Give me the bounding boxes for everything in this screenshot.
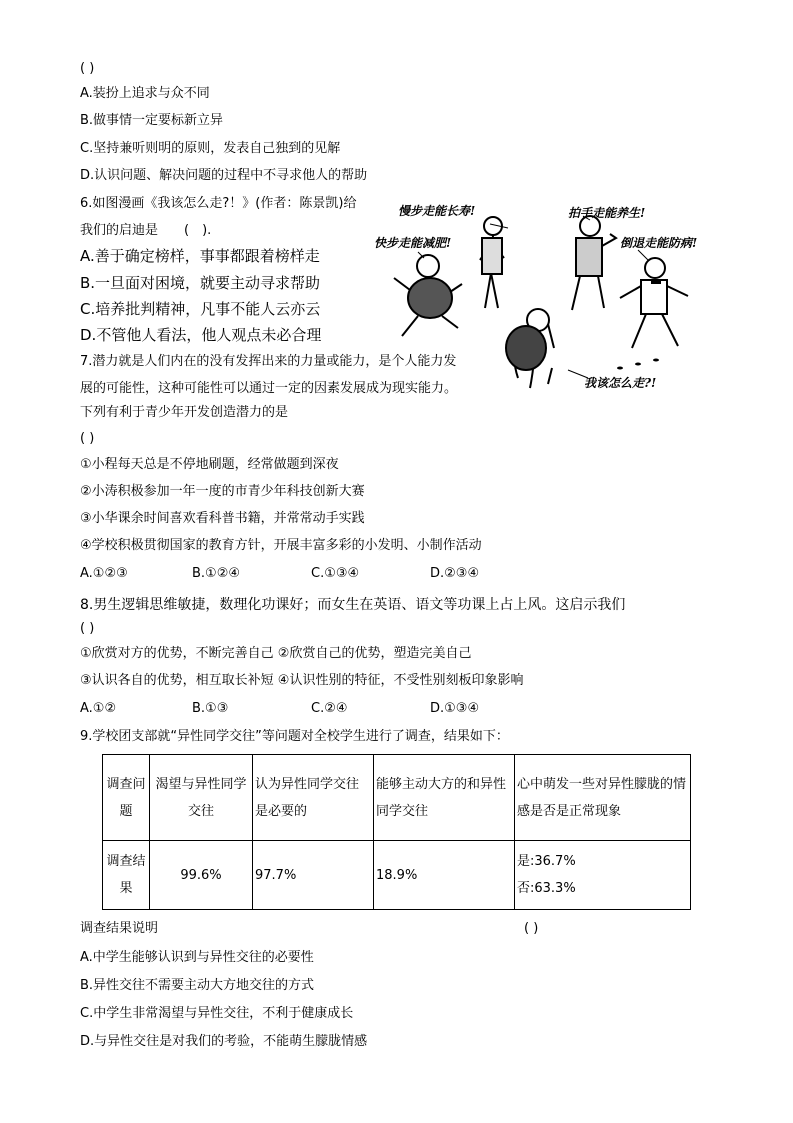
- q8-option-c: C.②④: [311, 701, 348, 716]
- q9-option-b: B.异性交往不需要主动大方地交往的方式: [80, 978, 315, 993]
- table-cell: 调查结果: [103, 841, 150, 910]
- table-cell-no: 否:63.3%: [517, 881, 576, 896]
- q8-option-a: A.①②: [80, 701, 117, 716]
- q9-result-label: 调查结果说明: [80, 921, 159, 936]
- table-cell: 99.6%: [150, 841, 253, 910]
- q7-option-c: C.①③④: [311, 566, 360, 581]
- q5-option-c: C.坚持兼听则明的原则，发表自己独到的见解: [80, 141, 341, 156]
- q7-stem-line1: 7.潜力就是人们内在的没有发挥出来的力量或能力，是个人能力发: [80, 354, 457, 369]
- q7-stem-line2: 展的可能性，这种可能性可以通过一定的因素发展成为现实能力。: [80, 381, 458, 396]
- q7-item-3: ③小华课余时间喜欢看科普书籍，并常常动手实践: [80, 511, 365, 526]
- q8-items-3-4: ③认识各自的优势，相互取长补短 ④认识性别的特征，不受性别刻板印象影响: [80, 673, 524, 688]
- q7-item-2: ②小涛积极参加一年一度的市青少年科技创新大赛: [80, 484, 365, 499]
- q6-option-c: C.培养批判精神，凡事不能人云亦云: [80, 300, 321, 318]
- q5-option-b: B.做事情一定要标新立异: [80, 113, 224, 128]
- q5-option-d: D.认识问题、解决问题的过程中不寻求他人的帮助: [80, 168, 368, 183]
- table-header-cell: 认为异性同学交往是必要的: [253, 755, 374, 841]
- table-cell: [515, 841, 691, 910]
- cartoon-caption-confused: 我该怎么走?!: [584, 376, 657, 390]
- q6-stem-line1: 6.如图漫画《我该怎么走?！》(作者：陈景凯)给: [80, 196, 357, 211]
- q7-item-4: ④学校积极贯彻国家的教育方针，开展丰富多彩的小发明、小制作活动: [80, 538, 482, 553]
- q6-option-a: A.善于确定榜样，事事都跟着榜样走: [80, 247, 320, 265]
- q6-option-d: D.不管他人看法，他人观点未必合理: [80, 326, 322, 344]
- table-cell: 97.7%: [253, 841, 374, 910]
- table-cell-yes: 是:36.7%: [517, 854, 576, 869]
- cartoon-caption-backward: 倒退走能防病!: [620, 236, 698, 250]
- q8-answer-paren: ( ): [80, 621, 95, 636]
- table-header-cell: 渴望与异性同学交往: [150, 755, 253, 841]
- q5-option-a: A.装扮上追求与众不同: [80, 86, 210, 101]
- table-header-cell: 调查问题: [103, 755, 150, 841]
- q9-answer-paren: ( ): [524, 921, 539, 936]
- cartoon-caption-clap: 拍手走能养生!: [568, 206, 646, 220]
- q7-stem-line3: 下列有利于青少年开发创造潜力的是: [80, 405, 289, 420]
- q9-stem: 9.学校团支部就“异性同学交往”等问题对全校学生进行了调查，结果如下：: [80, 729, 509, 744]
- cartoon-caption-fast: 快步走能减肥!: [374, 236, 452, 250]
- q6-stem-line2: 我们的启迪是 ( ).: [80, 223, 212, 238]
- q7-answer-paren: ( ): [80, 431, 95, 446]
- q9-option-a: A.中学生能够认识到与异性交往的必要性: [80, 950, 314, 965]
- q7-option-a: A.①②③: [80, 566, 128, 581]
- cartoon-caption-slow: 慢步走能长寿!: [398, 204, 476, 218]
- q7-option-d: D.②③④: [430, 566, 480, 581]
- q8-items-1-2: ①欣赏对方的优势，不断完善自己 ②欣赏自己的优势，塑造完美自己: [80, 646, 472, 661]
- table-header-row: [103, 755, 691, 841]
- q7-option-b: B.①②④: [192, 566, 241, 581]
- survey-table: [102, 754, 691, 910]
- table-header-cell: 能够主动大方的和异性同学交往: [374, 755, 515, 841]
- q9-option-d: D.与异性交往是对我们的考验，不能萌生朦胧情感: [80, 1034, 368, 1049]
- table-header-cell: 心中萌发一些对异性朦胧的情感是否是正常现象: [515, 755, 691, 841]
- table-cell: 18.9%: [374, 841, 515, 910]
- q9-option-c: C.中学生非常渴望与异性交往，不利于健康成长: [80, 1006, 354, 1021]
- table-row: [103, 841, 691, 910]
- q8-option-d: D.①③④: [430, 701, 480, 716]
- q6-option-b: B.一旦面对困境，就要主动寻求帮助: [80, 274, 321, 292]
- q5-answer-paren: ( ): [80, 61, 95, 76]
- q8-option-b: B.①③: [192, 701, 229, 716]
- q7-item-1: ①小程每天总是不停地刷题，经常做题到深夜: [80, 457, 339, 472]
- q8-stem: 8.男生逻辑思维敏捷，数理化功课好；而女生在英语、语文等功课上占上风。这启示我们: [80, 597, 626, 613]
